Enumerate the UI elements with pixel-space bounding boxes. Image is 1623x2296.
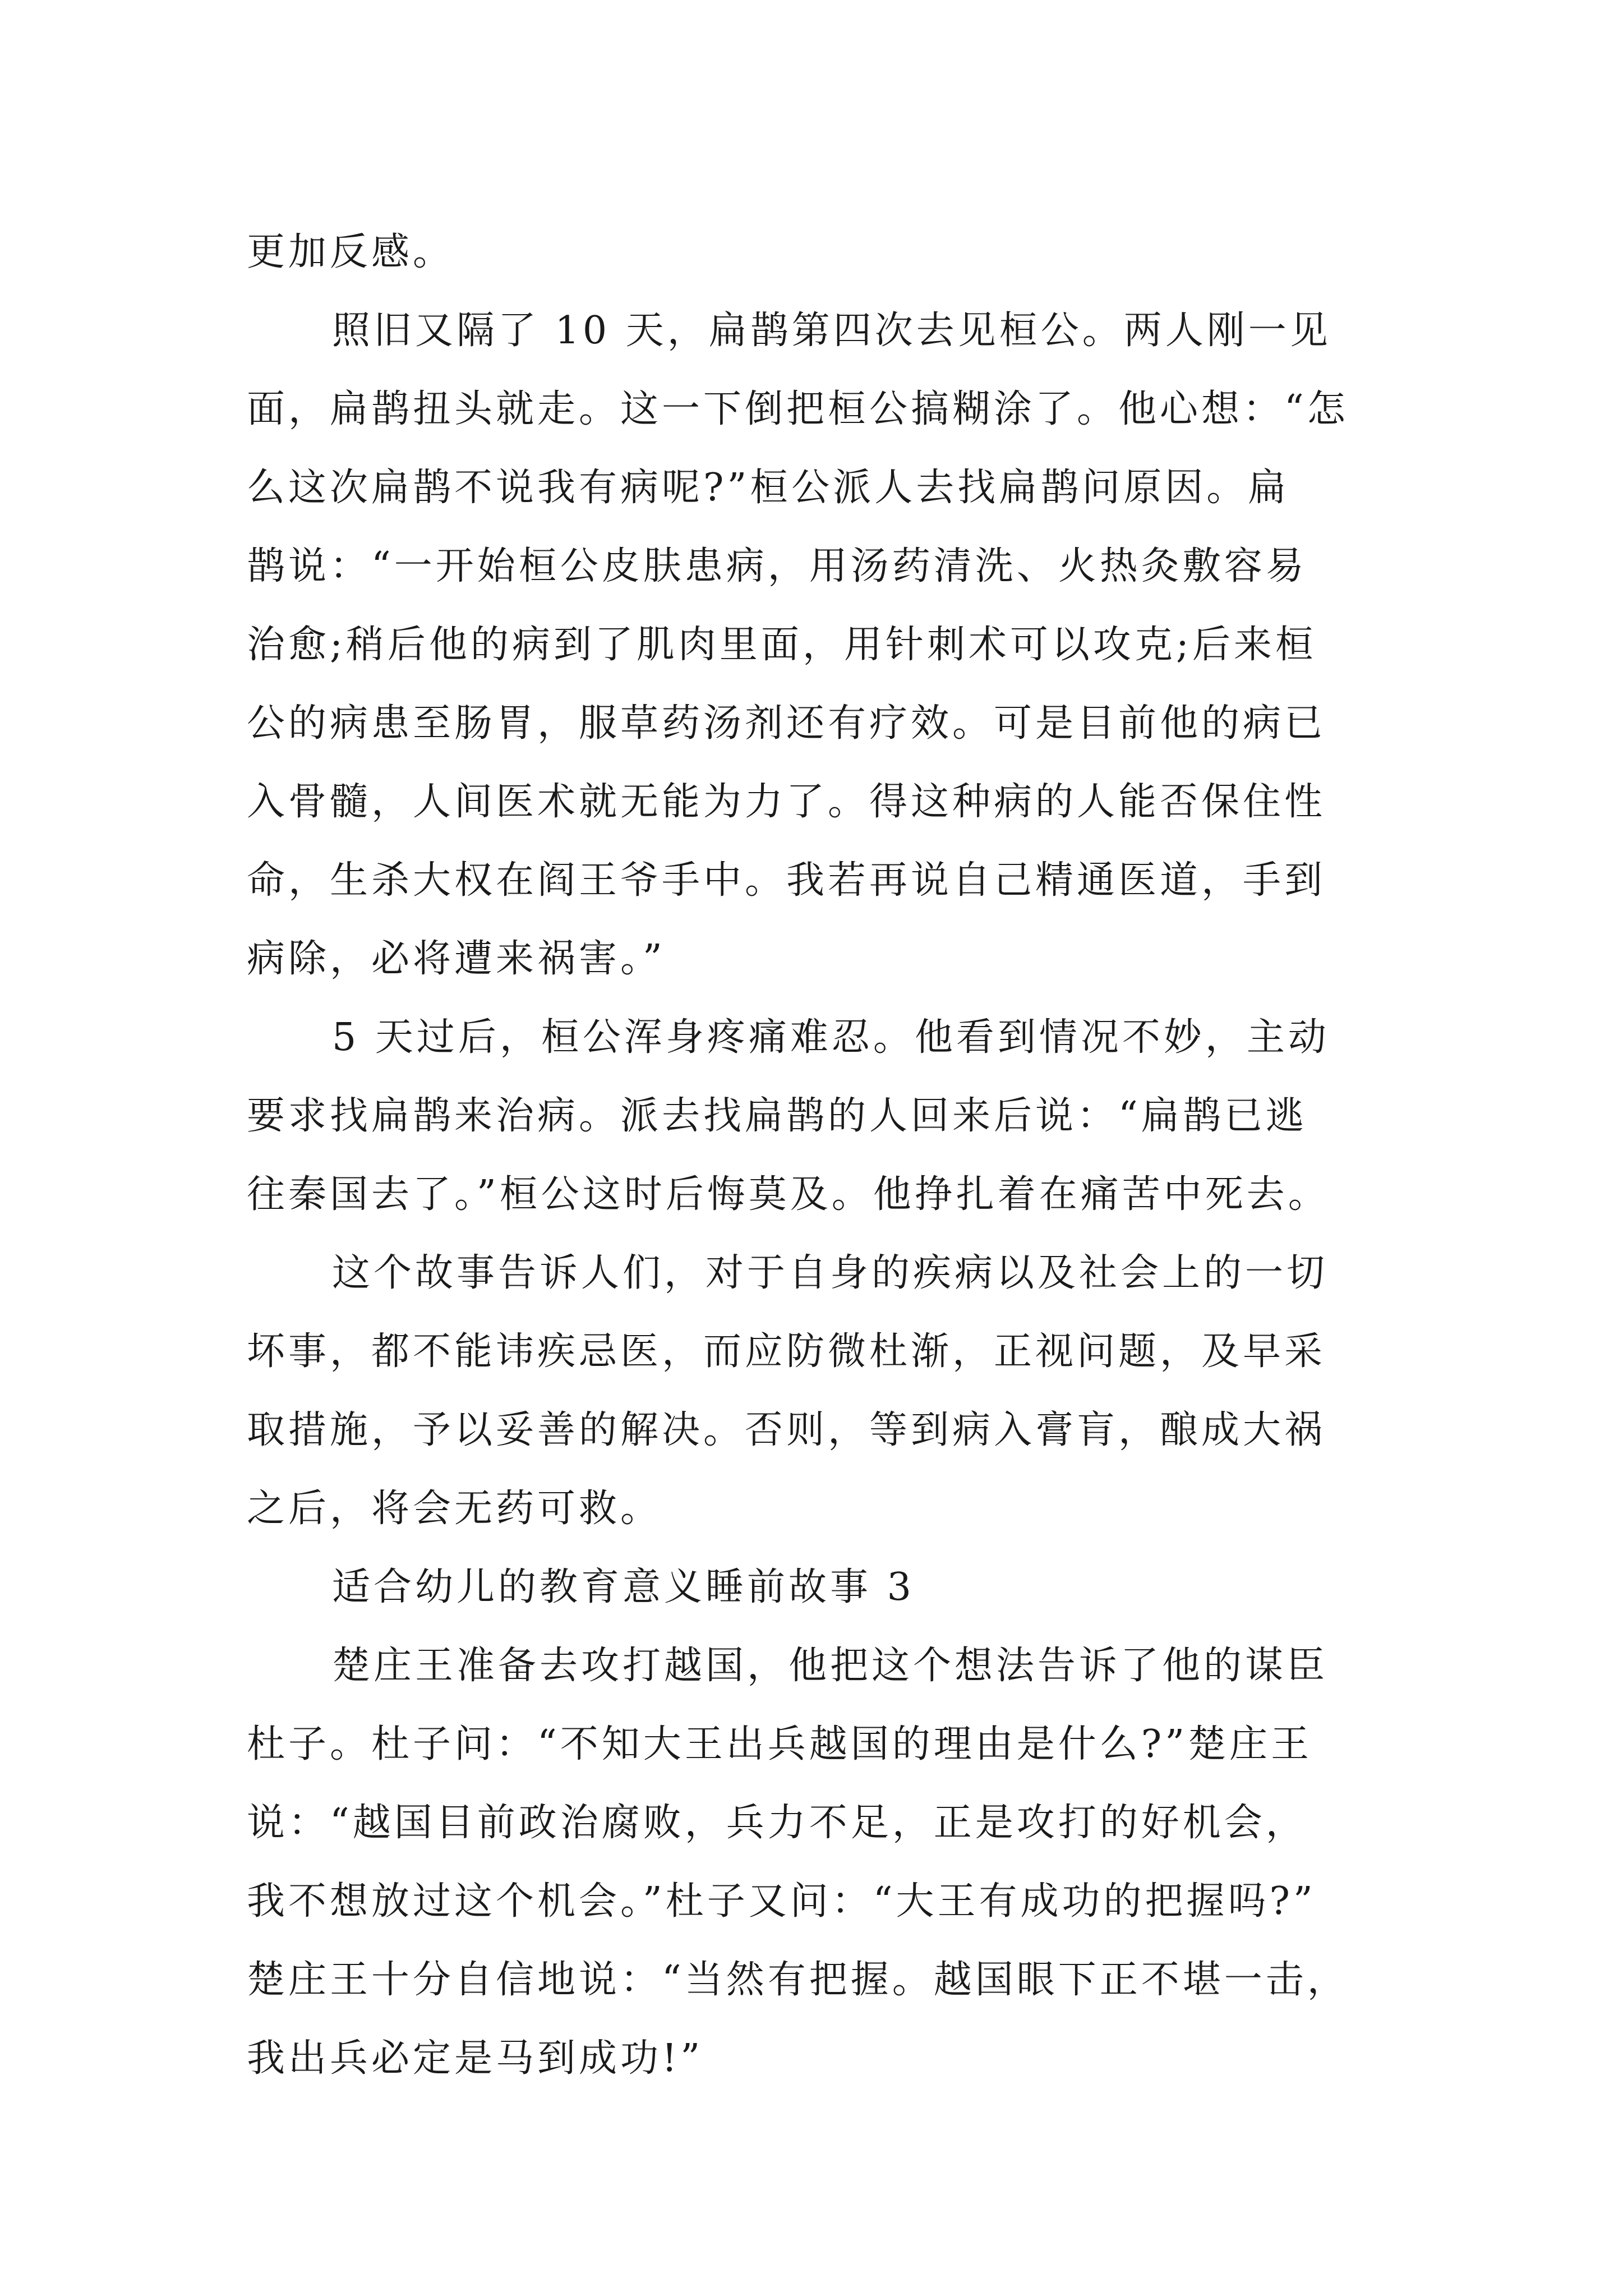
text-line: 适合幼儿的教育意义睡前故事 3 <box>332 1565 915 1609</box>
text-line: 楚庄王十分自信地说：“当然有把握。越国眼下正不堪一击， <box>247 1958 1349 2002</box>
text-line: 命，生杀大权在阎王爷手中。我若再说自己精通医道，手到 <box>247 858 1326 903</box>
text-line: 照旧又隔了 10 天，扁鹊第四次去见桓公。两人刚一见 <box>332 309 1331 353</box>
text-line: 说：“越国目前政治腐败，兵力不足，正是攻打的好机会， <box>247 1801 1307 1845</box>
text-line: 杜子。杜子问：“不知大王出兵越国的理由是什么?”楚庄王 <box>247 1722 1312 1766</box>
text-line: 这个故事告诉人们，对于自身的疾病以及社会上的一切 <box>332 1251 1329 1295</box>
text-line: 5 天过后，桓公浑身疼痛难忍。他看到情况不妙，主动 <box>332 1015 1330 1060</box>
text-line: 治愈;稍后他的病到了肌肉里面，用针刺术可以攻克;后来桓 <box>247 623 1317 667</box>
text-line: 往秦国去了。”桓公这时后悔莫及。他挣扎着在痛苦中死去。 <box>247 1172 1330 1217</box>
text-line: 取措施，予以妥善的解决。否则，等到病入膏肓，酿成大祸 <box>247 1408 1326 1452</box>
text-line: 面，扁鹊扭头就走。这一下倒把桓公搞糊涂了。他心想：“怎 <box>247 387 1349 431</box>
text-line: 我出兵必定是马到成功!” <box>247 2036 704 2081</box>
text-line: 鹊说：“一开始桓公皮肤患病，用汤药清洗、火热灸敷容易 <box>247 544 1307 588</box>
text-line: 我不想放过这个机会。”杜子又问：“大王有成功的把握吗?” <box>247 1879 1316 1924</box>
text-line: 之后，将会无药可救。 <box>247 1487 662 1531</box>
text-line: 楚庄王准备去攻打越国，他把这个想法告诉了他的谋臣 <box>332 1644 1329 1688</box>
document-page <box>247 213 1391 2098</box>
text-line: 么这次扁鹊不说我有病呢?”桓公派人去找扁鹊问原因。扁 <box>247 466 1290 510</box>
text-line: 更加反感。 <box>247 230 455 274</box>
text-line: 病除，必将遭来祸害。” <box>247 937 666 981</box>
text-line: 公的病患至肠胃，服草药汤剂还有疗效。可是目前他的病已 <box>247 701 1326 746</box>
text-line: 坏事，都不能讳疾忌医，而应防微杜渐，正视问题，及早采 <box>247 1329 1326 1374</box>
text-line: 入骨髓，人间医术就无能为力了。得这种病的人能否保住性 <box>247 780 1326 824</box>
text-line: 要求找扁鹊来治病。派去找扁鹊的人回来后说：“扁鹊已逃 <box>247 1094 1307 1138</box>
